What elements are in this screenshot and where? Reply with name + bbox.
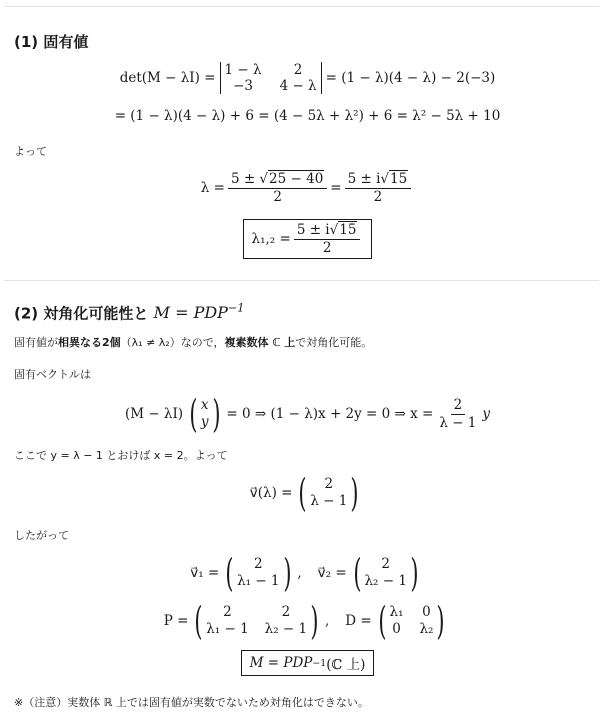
shitagatte-label: したがって [14,529,69,542]
eigenvalue-box: λ₁,₂ = $\frac{5 \pm i√15}{2}$ [243,219,373,260]
eigenvector-general: v⃗(λ) = ( 2 λ − 1 ) [249,471,359,515]
matrices-P-D: P = ( 2 2 λ₁ − 1 λ₂ − 1 ) , D = ( λ₁ 0 0 λ₂ ) [163,599,445,643]
section-2-title: (2) 対角化可能性と $M = PDP^{-1}$ [14,302,245,323]
eigenvectors-v1-v2: v⃗₁ = ( 2 λ₁ − 1 ) , v⃗₂ = ( 2 λ₂ − 1 ) [190,551,419,595]
determinant-equation: det(M − λI) = 1 − λ 2 −3 4 − λ = (1 − λ)(4 − λ) − 2(−3) [119,61,496,94]
quadratic-formula: λ = $\frac{5 \pm √25 - 40}{2}$ = $\frac{5 \pm i√15}{2}$ [0,168,615,208]
eigenvector-label: 固有ベクトルは [14,368,91,381]
determinant-matrix: 1 − λ 2 −3 4 − λ [220,62,322,94]
diagonalizable-statement: 固有値が相異なる2個（λ₁ ≠ λ₂）なので，複素数体 ℂ 上で対角化可能。 [14,336,373,349]
eigenvector-equation: (M − λI) ( x y ) = 0 ⇒ (1 − λ)x + 2y = 0 ⇒ x = $\frac{2}{\lambda - 1}$ y [124,392,491,436]
section-divider [4,280,599,281]
top-rule [4,6,599,7]
note-real-field: ※（注意）実数体 ℝ 上では固有値が実数でないため対角化はできない。 [14,696,369,709]
substitution-line: ここで y = λ − 1 とおけば x = 2。よって [14,449,228,462]
diagonalization-box: M = PDP −1 (ℂ 上) [241,650,375,676]
yotte-label: よって [14,145,47,158]
section-1-title: (1) 固有値 [14,33,89,51]
diagonalization-result [0,650,615,676]
characteristic-polynomial: = (1 − λ)(4 − λ) + 6 = (4 − 5λ + λ²) + 6 = λ² − 5λ + 10 [114,108,501,124]
eigenvalue-result [0,217,615,261]
